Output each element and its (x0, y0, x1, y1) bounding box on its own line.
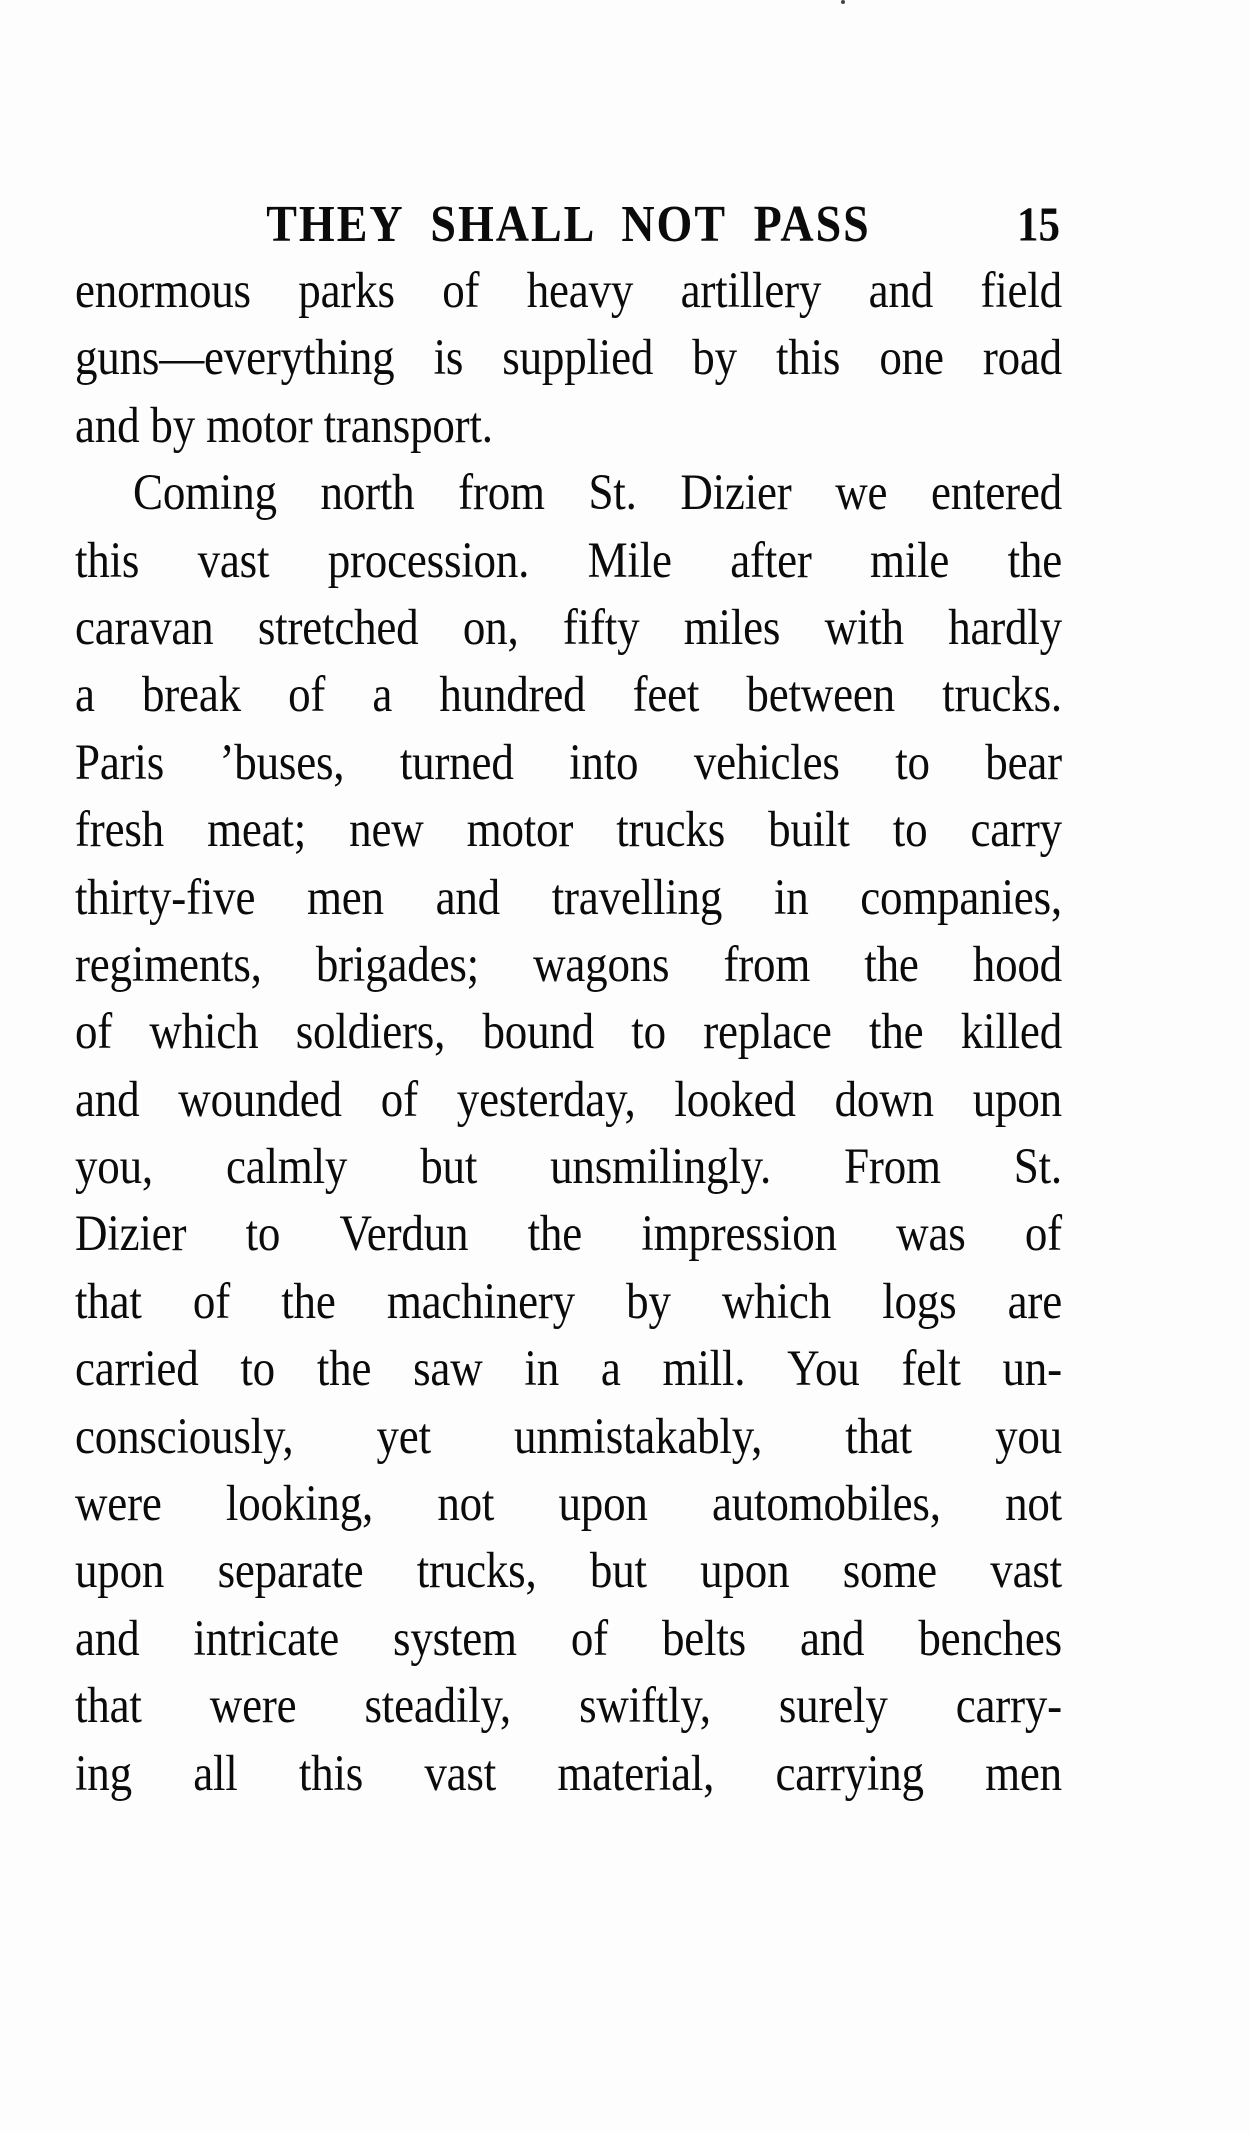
word: upon (558, 1474, 648, 1532)
word: in (773, 867, 809, 925)
word: St. (1013, 1137, 1062, 1195)
word: hundred (439, 665, 586, 723)
word: unsmilingly. (550, 1137, 772, 1195)
word: not (437, 1474, 495, 1532)
text-line (75, 665, 1062, 742)
word: Verdun (339, 1204, 469, 1262)
word: looking, (225, 1474, 374, 1532)
text-line (75, 1743, 1062, 1820)
word: and (75, 1070, 140, 1128)
word: after (730, 531, 812, 589)
word: consciously, (75, 1407, 294, 1465)
text-line (75, 1339, 1062, 1416)
word: procession. (327, 531, 530, 589)
word: wagons (533, 935, 670, 993)
page-title: THEY SHALL NOT PASS (266, 194, 871, 253)
word: of (442, 261, 480, 319)
word: carrying (775, 1744, 924, 1802)
word: field (980, 261, 1062, 319)
word: turned (399, 733, 514, 791)
word: yet (376, 1407, 431, 1465)
word: Dizier (680, 463, 792, 521)
word: carry (970, 800, 1062, 858)
word: belts (661, 1609, 746, 1667)
word: but (420, 1137, 478, 1195)
word: benches (918, 1609, 1062, 1667)
text-line (75, 732, 1062, 809)
text-line (75, 1204, 1062, 1281)
word: intricate (193, 1609, 340, 1667)
word: guns—everything (75, 328, 395, 386)
text-line (75, 597, 1062, 674)
word: bear (985, 733, 1062, 791)
word: the (1007, 531, 1062, 589)
word: trucks (616, 800, 726, 858)
word: soldiers, (295, 1002, 446, 1060)
word: upon (972, 1070, 1062, 1128)
word: trucks. (942, 665, 1062, 723)
word: with (824, 598, 904, 656)
word: we (835, 463, 888, 521)
word: men (985, 1744, 1062, 1802)
word: St. (588, 463, 637, 521)
word: bound (482, 1002, 594, 1060)
word: to (245, 1204, 281, 1262)
word: felt (901, 1339, 961, 1397)
word: this (776, 328, 841, 386)
word: is (433, 328, 464, 386)
word: by (626, 1272, 671, 1330)
word: trucks, (416, 1541, 537, 1599)
word: fresh (75, 800, 164, 858)
word: un- (1002, 1339, 1062, 1397)
word: you, (75, 1137, 153, 1195)
word: calmly (225, 1137, 348, 1195)
word: the (527, 1204, 582, 1262)
word: which (149, 1002, 259, 1060)
word: replace (703, 1002, 832, 1060)
word: You (787, 1339, 860, 1397)
word: down (834, 1070, 934, 1128)
word: motor (466, 800, 574, 858)
word: machinery (386, 1272, 575, 1330)
word: enormous (75, 261, 251, 319)
word: vast (424, 1744, 497, 1802)
word: of (570, 1609, 608, 1667)
word: on, (462, 598, 519, 656)
word: between (746, 665, 895, 723)
word: separate (217, 1541, 364, 1599)
text-block (75, 261, 1062, 1816)
word: hood (972, 935, 1062, 993)
word: a (75, 665, 95, 723)
word: that (75, 1272, 142, 1330)
text-line (75, 799, 1062, 876)
word: meat; (207, 800, 307, 858)
word: that (845, 1407, 912, 1465)
word: yesterday, (456, 1070, 636, 1128)
word: in (524, 1339, 559, 1397)
word: of (75, 1002, 113, 1060)
word: feet (632, 665, 700, 723)
word: road (982, 328, 1062, 386)
word: were (209, 1676, 297, 1734)
word: brigades; (315, 935, 479, 993)
word: but (589, 1541, 647, 1599)
word: by (692, 328, 737, 386)
word: the (281, 1272, 336, 1330)
word: companies, (860, 867, 1062, 925)
word: automobiles, (711, 1474, 941, 1532)
word: vast (197, 531, 270, 589)
word: system (393, 1609, 517, 1667)
word: from (723, 935, 811, 993)
word: fifty (562, 598, 640, 656)
word: thirty-five (75, 867, 256, 925)
word: mile (870, 531, 950, 589)
word: and (799, 1609, 865, 1667)
text-line (75, 328, 1062, 405)
word: of (380, 1070, 418, 1128)
text-line (75, 1406, 1062, 1483)
word: logs (882, 1272, 957, 1330)
text-line (75, 530, 1062, 607)
word: into (569, 733, 639, 791)
word: impression (641, 1204, 837, 1262)
word: men (306, 867, 384, 925)
word: of (288, 665, 326, 723)
word: of (1024, 1204, 1062, 1262)
word: material, (557, 1744, 715, 1802)
word: upon (700, 1541, 790, 1599)
word: Mile (587, 531, 672, 589)
word: supplied (502, 328, 654, 386)
word: surely (778, 1676, 888, 1734)
word: a (372, 665, 393, 723)
word: you (995, 1407, 1062, 1465)
word: stretched (257, 598, 419, 656)
word: unmistakably, (513, 1407, 763, 1465)
text-line: and by motor transport. (75, 396, 493, 454)
word: was (896, 1204, 966, 1262)
word: were (75, 1474, 162, 1532)
word: to (631, 1002, 666, 1060)
word: travelling (551, 867, 723, 925)
word: this (75, 531, 140, 589)
word: upon (75, 1541, 165, 1599)
word: the (864, 935, 919, 993)
word: and (435, 867, 500, 925)
word: carried (75, 1339, 199, 1397)
word: killed (960, 1002, 1062, 1060)
word: steadily, (364, 1676, 511, 1734)
text-line (75, 260, 1062, 337)
word: the (316, 1339, 372, 1397)
text-line (75, 934, 1062, 1011)
page-number: 15 (1017, 199, 1060, 252)
word: artillery (680, 261, 822, 319)
word: mill. (662, 1339, 746, 1397)
word: and (75, 1609, 140, 1667)
word: to (892, 800, 928, 858)
scan-artifact-dot (841, 0, 845, 4)
word: and (868, 261, 934, 319)
word: parks (298, 261, 395, 319)
word: entered (930, 463, 1062, 521)
text-line (75, 1676, 1062, 1753)
word: ing (75, 1744, 132, 1802)
word: this (298, 1744, 364, 1802)
text-line (75, 867, 1062, 944)
text-line (75, 1608, 1062, 1685)
word: from (458, 463, 545, 521)
word: some (842, 1541, 937, 1599)
word: that (75, 1676, 142, 1734)
word: looked (674, 1070, 796, 1128)
word: hardly (948, 598, 1062, 656)
text-line (75, 1069, 1062, 1146)
word: to (895, 733, 930, 791)
word: a (600, 1339, 621, 1397)
word: regiments, (75, 935, 262, 993)
word: one (879, 328, 944, 386)
word: vast (990, 1541, 1062, 1599)
word: ’buses, (219, 733, 345, 791)
text-line (75, 1541, 1062, 1618)
word: Dizier (75, 1204, 187, 1262)
text-line (75, 1271, 1062, 1348)
word: vehicles (693, 733, 840, 791)
running-head (75, 186, 1062, 253)
text-line (75, 1473, 1062, 1550)
word: saw (413, 1339, 483, 1397)
word: miles (683, 598, 781, 656)
word: north (320, 463, 415, 521)
word: are (1007, 1272, 1062, 1330)
word: new (349, 800, 424, 858)
word: caravan (75, 598, 214, 656)
word: all (193, 1744, 238, 1802)
word: swiftly, (579, 1676, 711, 1734)
text-line (75, 463, 1062, 540)
word: wounded (178, 1070, 342, 1128)
word: not (1005, 1474, 1062, 1532)
word: From (844, 1137, 941, 1195)
word: break (141, 665, 241, 723)
word: Coming (133, 463, 277, 521)
word: the (869, 1002, 924, 1060)
word: Paris (75, 733, 165, 791)
word: heavy (526, 261, 634, 319)
word: which (722, 1272, 831, 1330)
word: built (768, 800, 850, 858)
word: to (240, 1339, 275, 1397)
word: of (192, 1272, 230, 1330)
text-line (75, 1002, 1062, 1079)
text-line (75, 1136, 1062, 1213)
word: carry- (955, 1676, 1062, 1734)
